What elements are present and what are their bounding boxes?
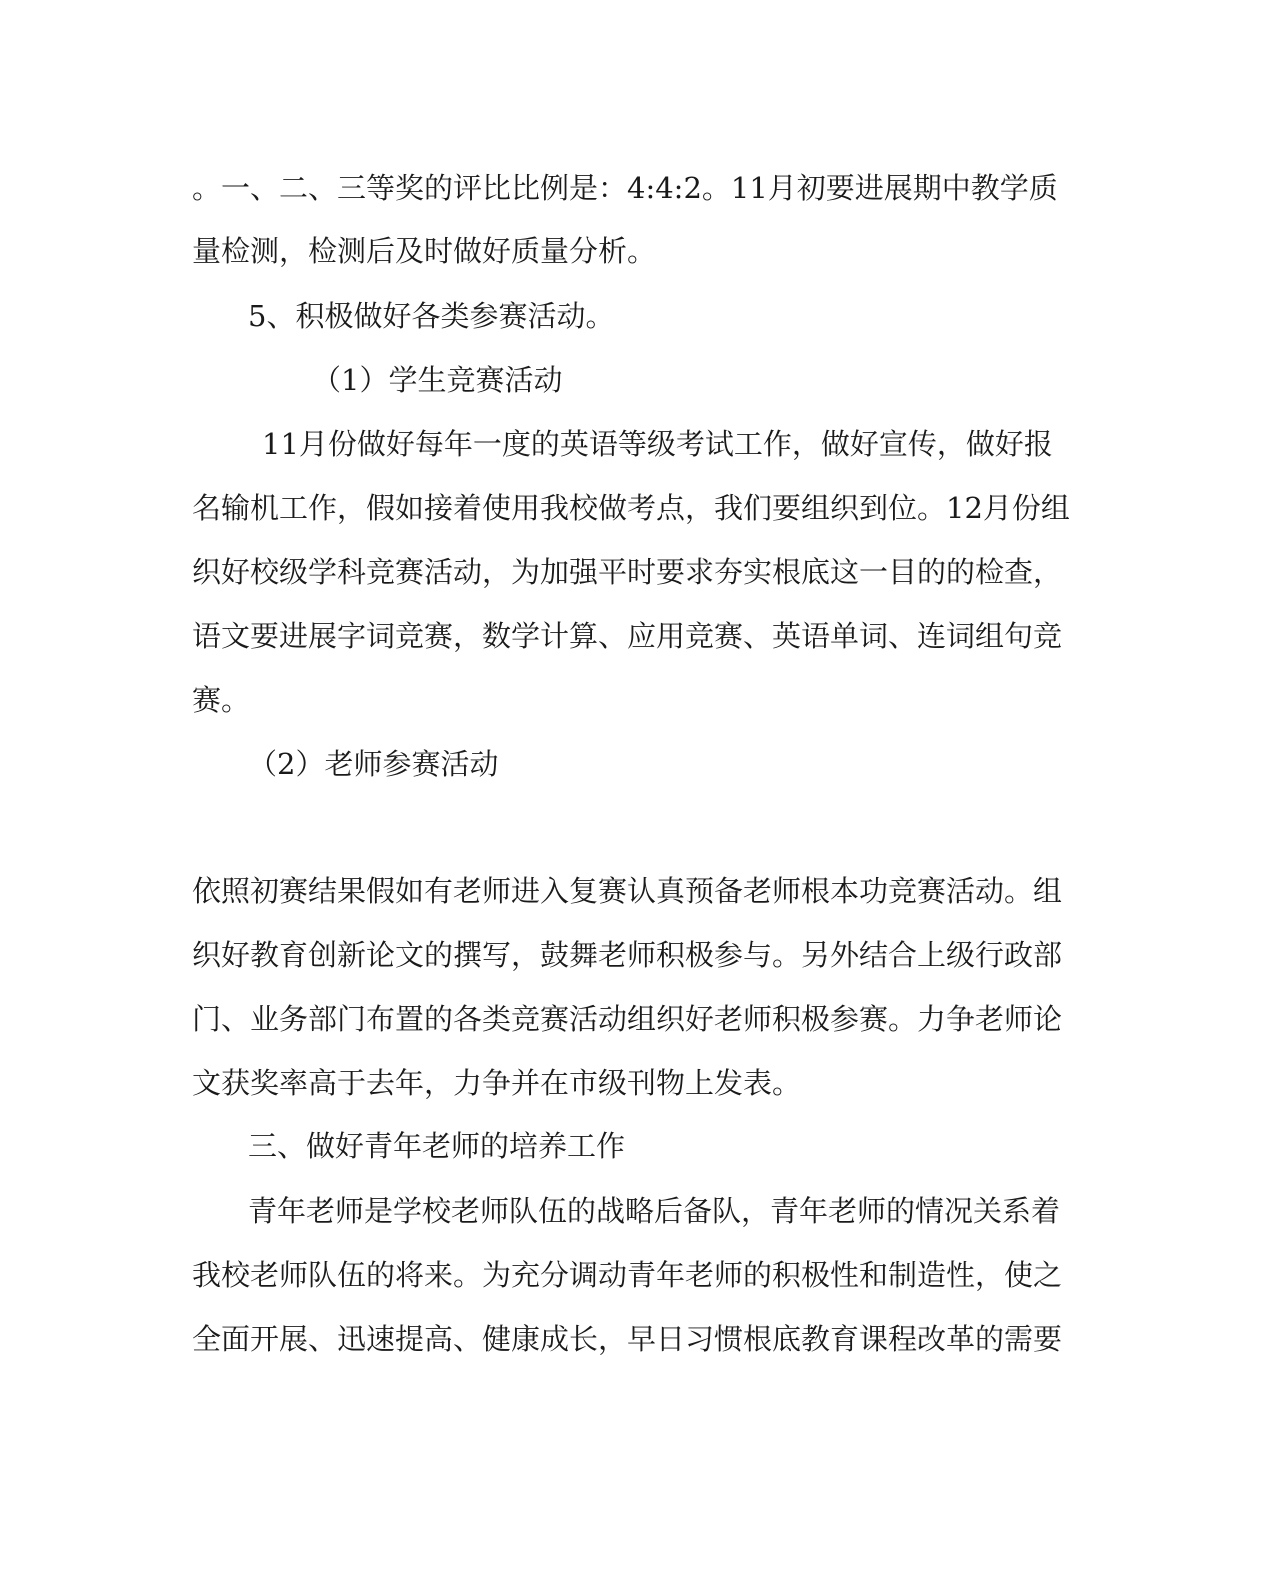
paragraph-line: 依照初赛结果假如有老师进入复赛认真预备老师根本功竞赛活动。组 [192,874,1063,908]
subsection-heading: （1）学生竞赛活动 [312,363,563,397]
paragraph-line: 织好教育创新论文的撰写，鼓舞老师积极参与。另外结合上级行政部 [192,938,1063,972]
paragraph-line: 织好校级学科竞赛活动，为加强平时要求夯实根底这一目的的检查， [192,555,1063,589]
section-heading: 三、做好青年老师的培养工作 [248,1129,626,1163]
paragraph-line: 青年老师是学校老师队伍的战略后备队，青年老师的情况关系着 [248,1194,1061,1228]
section-heading: 5、积极做好各类参赛活动。 [248,299,615,333]
paragraph-line: 11月份做好每年一度的英语等级考试工作，做好宣传，做好报 [262,427,1053,461]
paragraph-line: 。一、二、三等奖的评比比例是：4:4:2。11月初要进展期中教学质 [192,171,1058,205]
paragraph-line: 名输机工作，假如接着使用我校做考点，我们要组织到位。12月份组 [192,491,1070,525]
paragraph-line: 量检测，检测后及时做好质量分析。 [192,234,657,268]
paragraph-line: 全面开展、迅速提高、健康成长，早日习惯根底教育课程改革的需要 [192,1322,1063,1356]
subsection-heading: （2）老师参赛活动 [248,747,499,781]
paragraph-line: 赛。 [192,683,251,717]
paragraph-line: 文获奖率高于去年，力争并在市级刊物上发表。 [192,1066,802,1100]
paragraph-line: 语文要进展字词竞赛，数学计算、应用竞赛、英语单词、连词组句竞 [192,619,1063,653]
paragraph-line: 门、业务部门布置的各类竞赛活动组织好老师积极参赛。力争老师论 [192,1002,1063,1036]
paragraph-line: 我校老师队伍的将来。为充分调动青年老师的积极性和制造性，使之 [192,1258,1063,1292]
